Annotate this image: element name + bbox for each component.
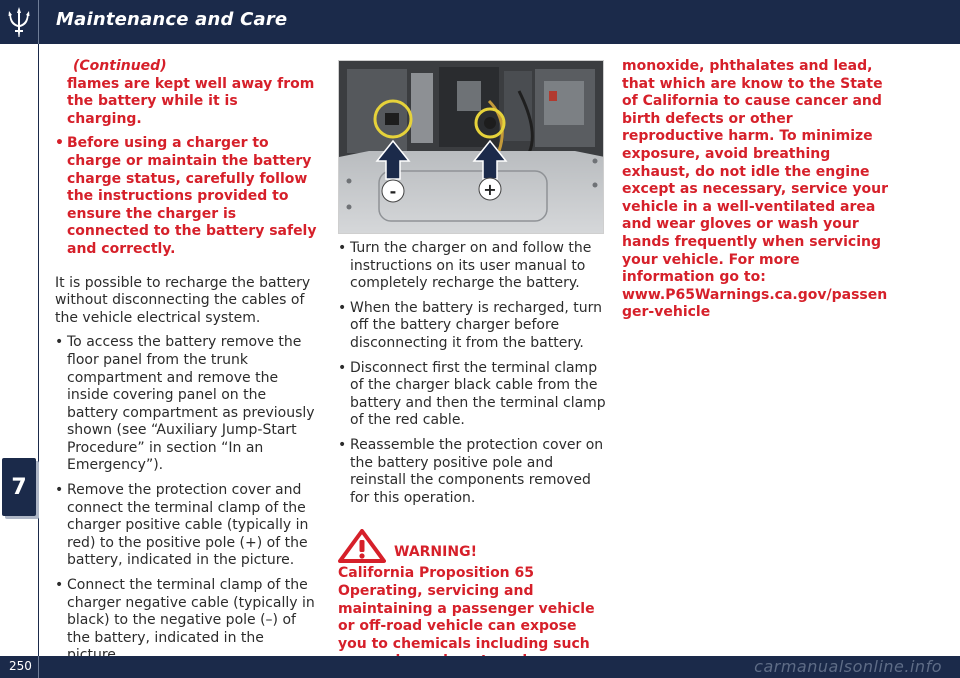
warning-continued-text: flames are kept well away from the battery while it is charging. [67,75,315,127]
warning-triangle-icon [338,529,386,563]
footer-divider [38,656,39,678]
left-rail [38,44,39,656]
column-3 [622,58,892,322]
list-item: • Turn the charger on and follow the instructions on its user manual to completely recharge the battery. [338,240,606,293]
page-header [0,0,960,44]
warning-text: Operating, servicing and maintaining a passenger vehicle or off-road vehicle can expose you to chemicals including such [338,582,595,652]
page-number: 250 [9,659,32,673]
warning-bullet: • Before using a charger to charge or maintain the battery charge status, carefully follow the instructions provided to ensure the charger is connected to the battery safely and correctly. [55,135,317,258]
column-1 [55,58,317,665]
list-item: • Remove the protection cover and connect the terminal clamp of the charger positive cable (typically in red) to the positive pole (+) of the battery, indicated in the picture. [55,482,317,570]
continued-label: (Continued) [73,58,167,74]
watermark: carmanualsonline.info [754,657,942,676]
warning-title: California Proposition 65 [338,565,535,582]
positive-label: + [483,180,497,199]
warning-text-continued: monoxide, phthalates and lead, that which are know to the State of California to cause cancer and birth defects or other reproductive harm. To minimize exposure, avoid breathing exhaust, do not idle the engine except as necessary, service your vehicle in a well-ventilated area and wear gloves or wash your hands frequently when servicing your vehicle. For more information go to: www.P65Warnings.ca.gov/passenger-vehicle [622,58,889,321]
list-item: • Reassemble the protection cover on the battery positive pole and reinstall the components removed for this operation. [338,437,606,507]
list-item: • Connect the terminal clamp of the charger negative cable (typically in black) to the negative pole (–) of the battery, indicated in the [55,577,317,665]
warning-header [338,529,606,563]
intro-paragraph: It is possible to recharge the battery without disconnecting the cables of the vehicle electrical system. [55,274,311,326]
list-item: • When the battery is recharged, turn off the battery charger before disconnecting it from the battery. [338,300,606,353]
battery-photo [339,61,604,234]
column-2 [338,240,606,671]
trident-icon [6,6,32,38]
page-footer [0,656,960,678]
chapter-tab: 7 [2,458,36,516]
battery-figure [338,60,604,234]
warning-label: WARNING! [394,543,477,560]
list-item: • To access the battery remove the floor panel from the trunk compartment and remove the inside covering panel on the battery compartment as previously shown (see “Auxiliary Jump-Start Procedure” in section “In an Emergency”). [55,334,317,475]
logo [0,0,39,44]
list-item: • Disconnect first the terminal clamp of the charger black cable from the battery and then the terminal clamp of the red cable. [338,360,606,430]
section-title: Maintenance and Care [56,9,288,30]
negative-label: - [389,182,397,201]
